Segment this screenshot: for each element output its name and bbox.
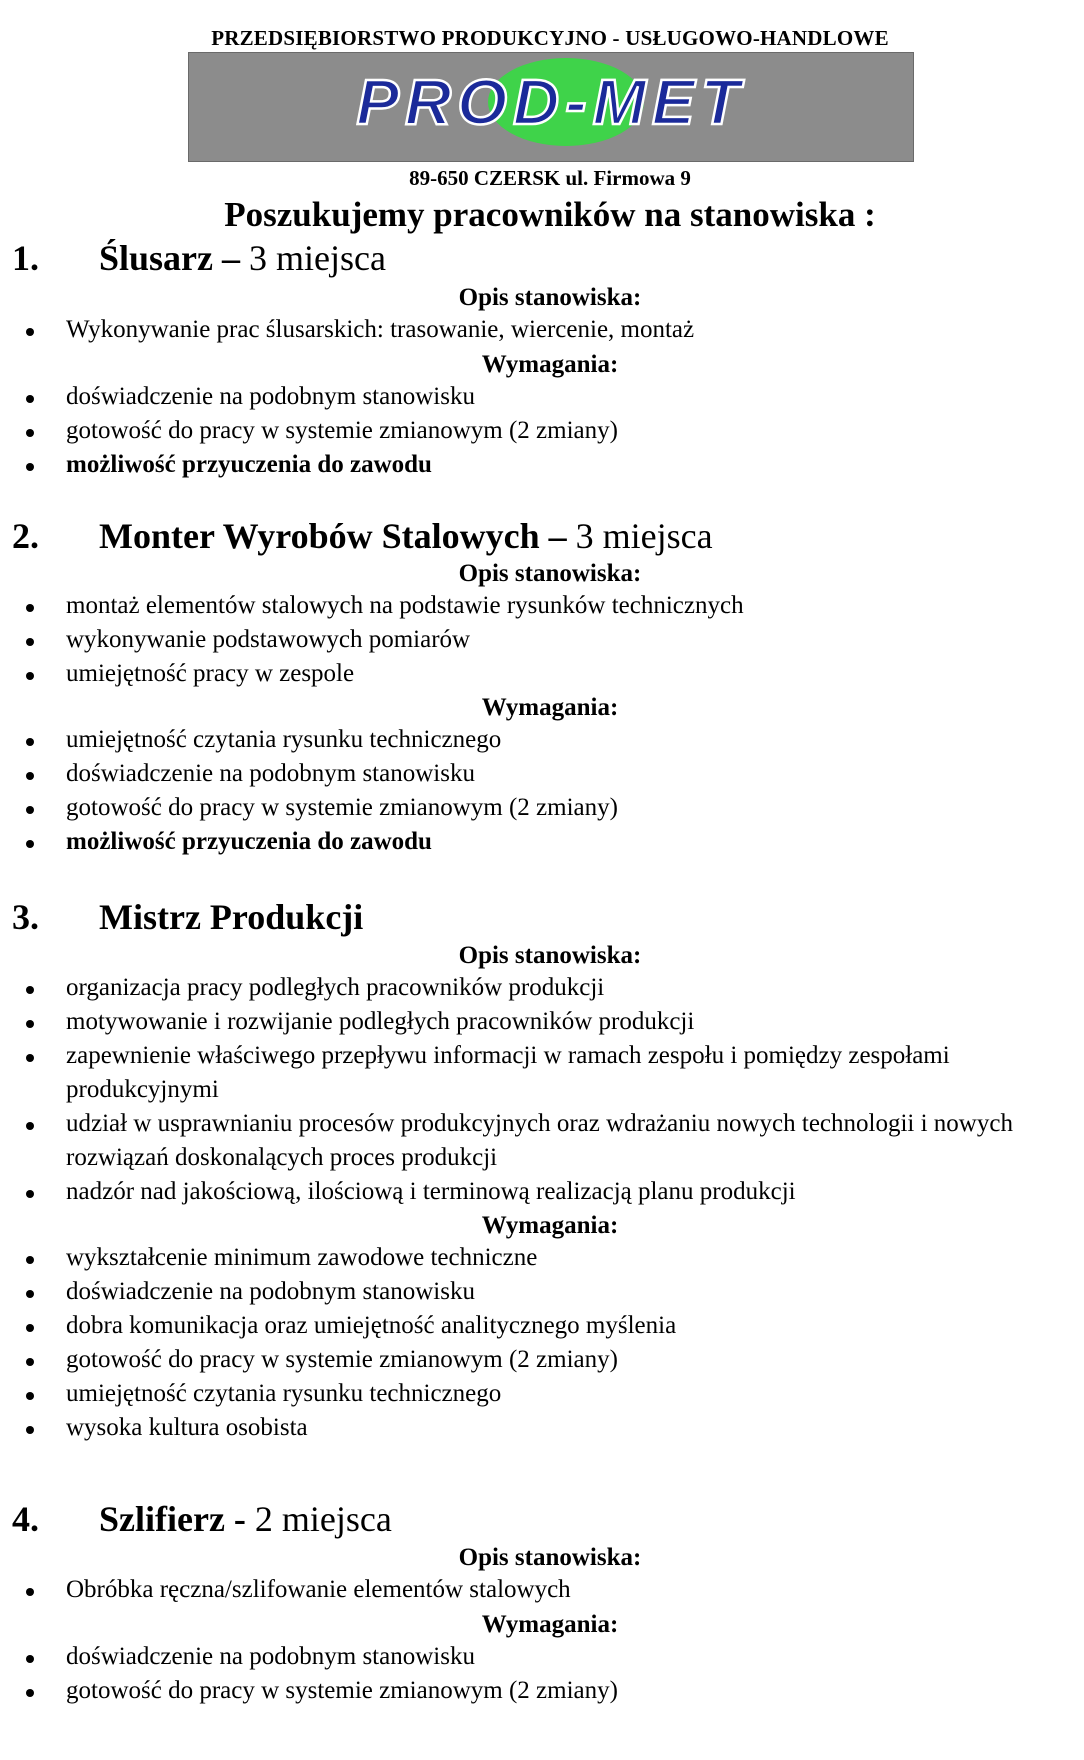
list-item: gotowość do pracy w systemie zmianowym (2 zmiany) xyxy=(0,791,1084,825)
list-item: wykonywanie podstawowych pomiarów xyxy=(0,623,1084,657)
job-3-desc-list xyxy=(0,971,1084,1209)
list-item: możliwość przyuczenia do zawodu xyxy=(0,448,1084,482)
list-item: Obróbka ręczna/szlifowanie elementów stalowych xyxy=(0,1573,1084,1607)
job-name: Szlifierz - xyxy=(99,1499,255,1539)
job-count: 2 miejsca xyxy=(254,1499,392,1539)
job-4-req-label: Wymagania: xyxy=(481,1611,619,1638)
job-title-1 xyxy=(12,236,386,280)
list-item: dobra komunikacja oraz umiejętność analitycznego myślenia xyxy=(0,1309,1084,1343)
job-number: 3. xyxy=(12,897,39,937)
prod-met-logo xyxy=(188,52,914,162)
job-name: Monter Wyrobów Stalowych – xyxy=(99,516,576,556)
list-item: doświadczenie na podobnym stanowisku xyxy=(0,1275,1084,1309)
job-count: 3 miejsca xyxy=(575,516,713,556)
job-2-req-label: Wymagania: xyxy=(481,694,619,721)
list-item: montaż elementów stalowych na podstawie rysunków technicznych xyxy=(0,589,1084,623)
job-number: 2. xyxy=(12,516,39,556)
job-1-desc-label: Opis stanowiska: xyxy=(458,284,642,311)
job-title-3 xyxy=(12,895,363,939)
list-item: wysoka kultura osobista xyxy=(0,1411,1084,1445)
logo-text: PROD-MET xyxy=(356,66,746,138)
list-item: doświadczenie na podobnym stanowisku xyxy=(0,380,1084,414)
job-1-req-list xyxy=(0,380,1084,482)
job-name: Ślusarz – xyxy=(99,238,250,278)
list-item: doświadczenie na podobnym stanowisku xyxy=(0,757,1084,791)
job-2-req-list xyxy=(0,723,1084,859)
job-title-2 xyxy=(12,514,713,558)
job-2-desc-list xyxy=(0,589,1084,691)
job-4-desc-label: Opis stanowiska: xyxy=(458,1544,642,1571)
list-item: udział w usprawnianiu procesów produkcyjnych oraz wdrażaniu nowych technologii i nowych rozwiązań doskonalących proces produkcji xyxy=(0,1107,1084,1175)
page-heading: Poszukujemy pracowników na stanowiska : xyxy=(224,195,876,234)
job-4-desc-list xyxy=(0,1573,1084,1607)
list-item: umiejętność czytania rysunku technicznego xyxy=(0,1377,1084,1411)
job-count: 3 miejsca xyxy=(249,238,386,278)
list-item: gotowość do pracy w systemie zmianowym (2 zmiany) xyxy=(0,414,1084,448)
list-item: możliwość przyuczenia do zawodu xyxy=(0,825,1084,859)
list-item: organizacja pracy podległych pracowników produkcji xyxy=(0,971,1084,1005)
job-3-req-label: Wymagania: xyxy=(481,1212,619,1239)
list-item: gotowość do pracy w systemie zmianowym (2 zmiany) xyxy=(0,1343,1084,1377)
list-item: zapewnienie właściwego przepływu informacji w ramach zespołu i pomiędzy zespołami produkcyjnymi xyxy=(0,1039,1084,1107)
job-3-req-list xyxy=(0,1241,1084,1445)
list-item: nadzór nad jakościową, ilościową i terminową realizacją planu produkcji xyxy=(0,1175,1084,1209)
job-2-desc-label: Opis stanowiska: xyxy=(458,560,642,587)
job-1-desc-list xyxy=(0,313,1084,347)
job-1-req-label: Wymagania: xyxy=(481,351,619,378)
list-item: doświadczenie na podobnym stanowisku xyxy=(0,1640,1084,1674)
list-item: motywowanie i rozwijanie podległych pracowników produkcji xyxy=(0,1005,1084,1039)
job-number: 4. xyxy=(12,1499,39,1539)
job-name: Mistrz Produkcji xyxy=(99,897,364,937)
list-item: umiejętność pracy w zespole xyxy=(0,657,1084,691)
job-3-desc-label: Opis stanowiska: xyxy=(458,942,642,969)
list-item: umiejętność czytania rysunku technicznego xyxy=(0,723,1084,757)
list-item: Wykonywanie prac ślusarskich: trasowanie, wiercenie, montaż xyxy=(0,313,1084,347)
job-number: 1. xyxy=(12,238,39,278)
list-item: wykształcenie minimum zawodowe techniczne xyxy=(0,1241,1084,1275)
company-address: 89-650 CZERSK ul. Firmowa 9 xyxy=(409,166,691,190)
list-item: gotowość do pracy w systemie zmianowym (2 zmiany) xyxy=(0,1674,1084,1708)
job-title-4 xyxy=(12,1497,392,1541)
company-type: PRZEDSIĘBIORSTWO PRODUKCYJNO - USŁUGOWO-HANDLOWE xyxy=(211,26,889,50)
job-4-req-list xyxy=(0,1640,1084,1708)
